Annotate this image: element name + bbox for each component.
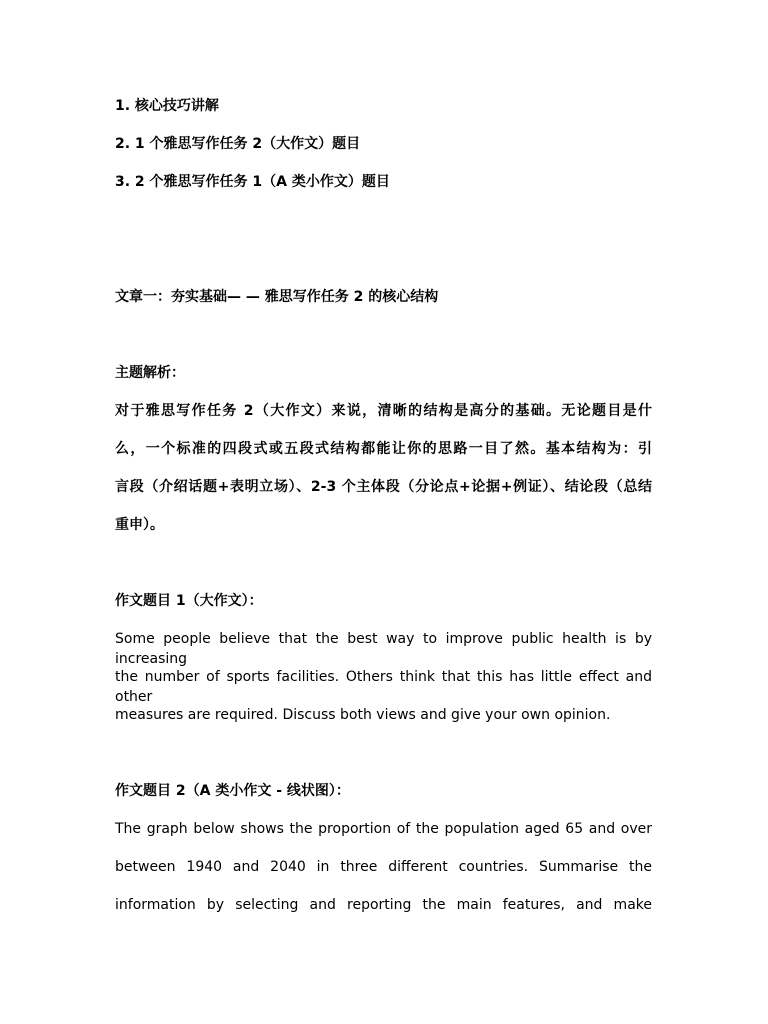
analysis-heading: 主题解析： xyxy=(115,365,185,381)
task1-heading: 作文题目 1（大作文）： xyxy=(115,593,263,609)
analysis-line-4: 重申）。 xyxy=(115,517,164,533)
task2-line-2: between 1940 and 2040 in three different countries. Summarise the xyxy=(115,859,652,875)
task2-line-3: information by selecting and reporting the main features, and make xyxy=(115,897,652,913)
task1-line-1: Some people believe that the best way to improve public health is by increasing xyxy=(115,631,652,667)
analysis-line-2: 么，一个标准的四段式或五段式结构都能让你的思路一目了然。基本结构为：引 xyxy=(115,441,652,457)
task1-line-3: measures are required. Discuss both views and give your own opinion. xyxy=(115,707,611,723)
task1-line-2: the number of sports facilities. Others think that this has little effect and other xyxy=(115,669,652,705)
chapter-title: 文章一：夯实基础— — 雅思写作任务 2 的核心结构 xyxy=(115,289,439,305)
analysis-line-3: 言段（介绍话题+表明立场）、2-3 个主体段（分论点+论据+例证）、结论段（总结 xyxy=(115,479,652,495)
toc-item-3: 3. 2 个雅思写作任务 1（A 类小作文）题目 xyxy=(115,174,390,190)
toc-item-1: 1. 核心技巧讲解 xyxy=(115,98,219,114)
task2-line-1: The graph below shows the proportion of the population aged 65 and over xyxy=(115,821,652,837)
task2-heading: 作文题目 2（A 类小作文 - 线状图）： xyxy=(115,783,350,799)
toc-item-2: 2. 1 个雅思写作任务 2（大作文）题目 xyxy=(115,136,361,152)
analysis-line-1: 对于雅思写作任务 2（大作文）来说，清晰的结构是高分的基础。无论题目是什 xyxy=(115,403,652,419)
